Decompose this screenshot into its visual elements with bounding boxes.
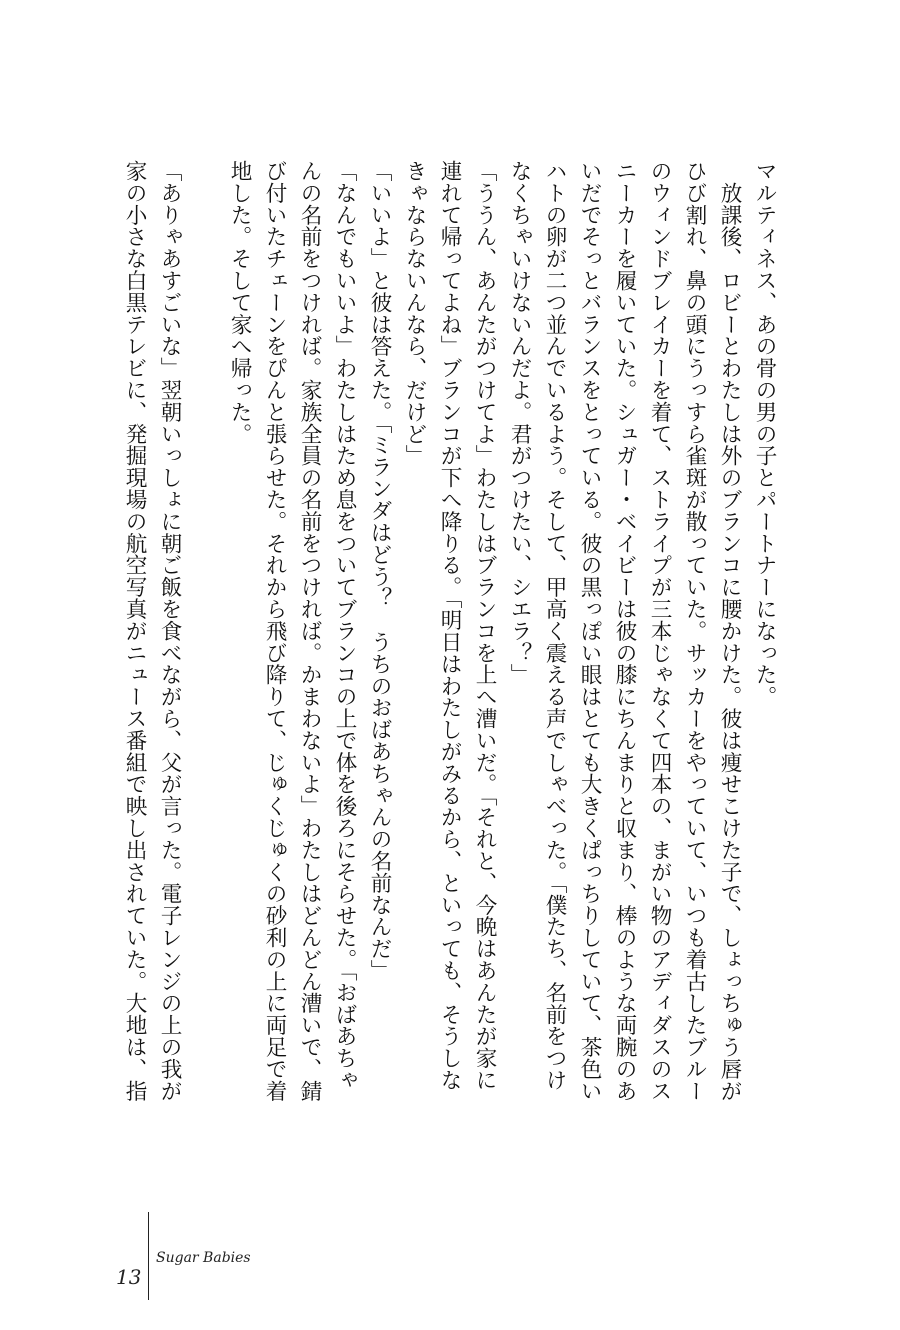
text-line: ひび割れ、鼻の頭にうっすら雀斑が散っていた。サッカーをやっていて、いつも着古したブルー: [682, 160, 707, 1102]
vertical-text-body: [117, 160, 782, 1160]
text-line: 「なんでもいいよ」わたしはため息をついてブランコの上で体を後ろにそらせた。「おばあちゃ: [332, 160, 357, 1091]
text-line: び付いたチェーンをぴんと張らせた。それから飛び降りて、じゅくじゅくの砂利の上に両足で着: [262, 160, 287, 1102]
running-title: Sugar Babies: [156, 1250, 251, 1266]
text-line: ニーカーを履いていた。シュガー・ベイビーは彼の膝にちんまりと収まり、棒のような両腕のあ: [612, 160, 637, 1102]
text-line: 「ううん、あんたがつけてよ」わたしはブランコを上へ漕いだ。「それと、今晩はあんたが家に: [472, 160, 497, 1091]
text-line: 放課後、ロビーとわたしは外のブランコに腰かけた。彼は痩せこけた子で、しょっちゅう唇が: [717, 160, 742, 1102]
text-line: 地した。そして家へ帰った。: [227, 160, 252, 445]
section-break: [187, 160, 222, 1160]
text-line: 家の小さな白黒テレビに、発掘現場の航空写真がニュース番組で映し出されていた。大地は、指: [122, 160, 147, 1102]
text-line: 連れて帰ってよね」ブランコが下へ降りる。「明日はわたしがみるから、といっても、そうしな: [437, 160, 462, 1091]
footer-divider: [148, 1212, 149, 1300]
text-line: きゃならないんなら、だけど」: [402, 160, 427, 467]
text-line: 「ありゃあすごいな」翌朝いっしょに朝ご飯を食べながら、父が言った。電子レンジの上の我が: [157, 160, 182, 1102]
text-line: 「いいよ」と彼は答えた。「ミランダはどう？ うちのおばあちゃんの名前なんだ」: [367, 160, 392, 982]
text-line: マルティネス、あの骨の男の子とパートナーになった。: [752, 160, 777, 708]
page-number: 13: [116, 1265, 142, 1289]
text-line: のウィンドブレイカーを着て、ストライプが三本じゃなくて四本の、まがい物のアディダスのス: [647, 160, 672, 1102]
text-line: んの名前をつければ。家族全員の名前をつければ。かまわないよ」わたしはどんどん漕いで、錆: [297, 160, 322, 1102]
text-line: ハトの卵が二つ並んでいるよう。そして、甲高く震える声でしゃべった。「僕たち、名前をつけ: [542, 160, 567, 1091]
text-line: なくちゃいけないんだよ。君がつけたい、シエラ？」: [507, 160, 532, 686]
text-line: いだでそっとバランスをとっている。彼の黒っぽい眼はとても大きくぱっちりしていて、茶色い: [577, 160, 602, 1102]
